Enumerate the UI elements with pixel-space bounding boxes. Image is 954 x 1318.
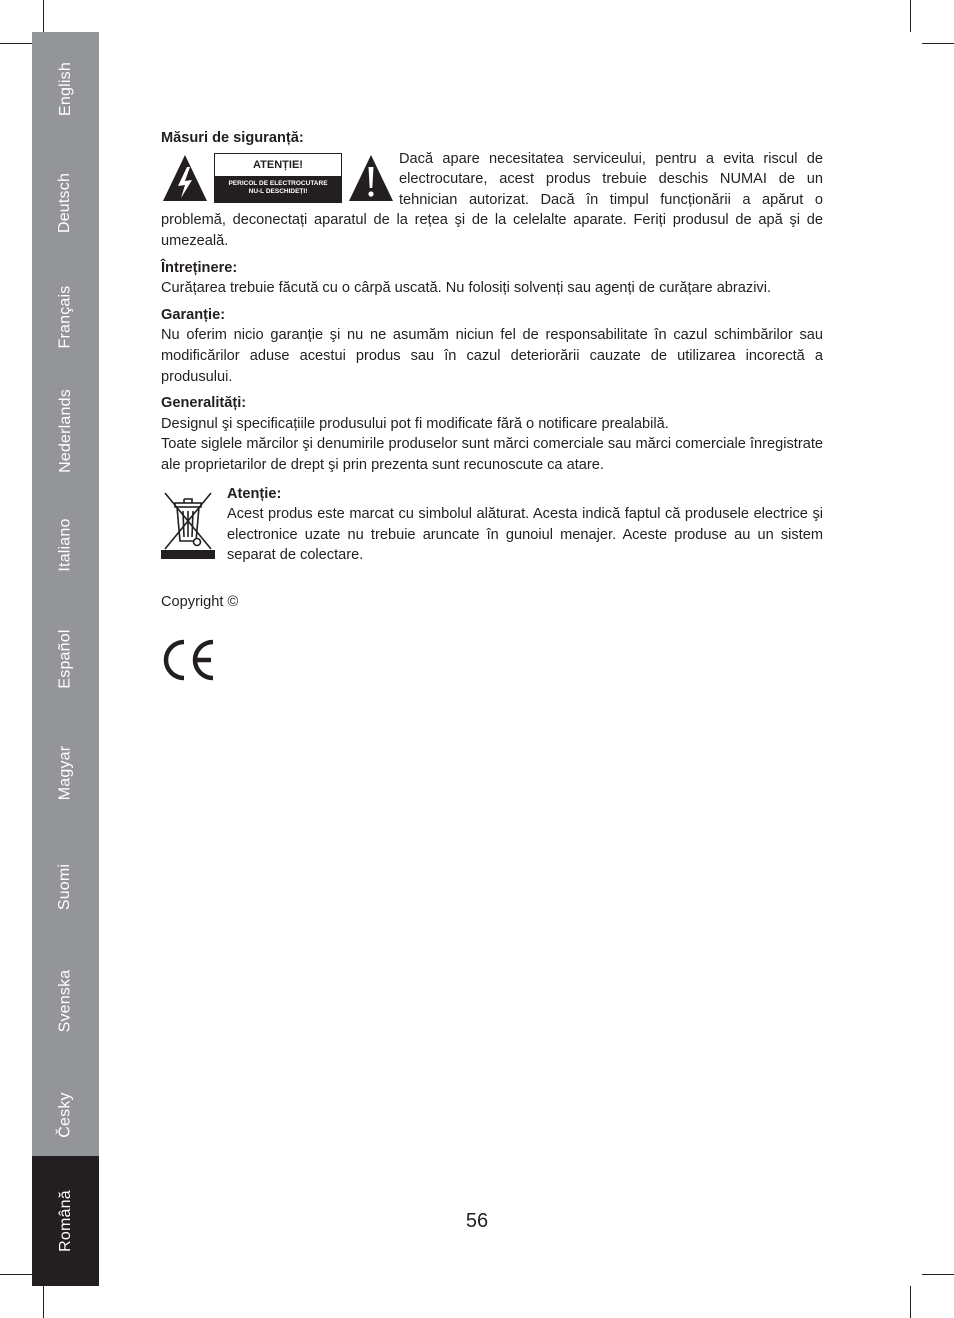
- general-section: [161, 393, 823, 475]
- exclamation-warning-icon: [347, 153, 395, 203]
- caution-label-title: ATENȚIE!: [215, 154, 341, 176]
- language-tab-espanol[interactable]: [32, 602, 99, 716]
- copyright-text: Copyright ©: [161, 593, 239, 610]
- language-tab-magyar[interactable]: [32, 716, 99, 830]
- language-tab-cesky[interactable]: [32, 1058, 99, 1172]
- language-label: Deutsch: [56, 172, 74, 234]
- caution-label-line: PERICOL DE ELECTROCUTARE: [228, 179, 328, 187]
- crop-mark: [43, 0, 44, 32]
- attention-section: [161, 484, 823, 566]
- language-tab-deutsch[interactable]: [32, 146, 99, 260]
- safety-warning-label: [161, 153, 395, 205]
- language-label: Česky: [56, 1092, 74, 1138]
- language-tab-italiano[interactable]: [32, 488, 99, 602]
- language-label: Română: [56, 1190, 74, 1252]
- caution-label-line: NU-L DESCHIDEȚI!: [248, 187, 308, 195]
- crop-mark: [910, 1286, 911, 1318]
- crop-mark: [922, 43, 954, 44]
- section-heading: Generalități:: [161, 395, 247, 412]
- language-tab-nederlands[interactable]: [32, 374, 99, 488]
- language-tab-svenska[interactable]: [32, 944, 99, 1058]
- weee-bar: [161, 550, 215, 559]
- manual-content: [161, 128, 823, 612]
- language-sidebar: [32, 32, 99, 1286]
- safety-text: Dacă apare necesitatea serviceului, pentru a evita riscul de electrocutare, acest produs trebuie deschis NUMAI de un tehnician autorizat. Dacă în timpul funcționării a apărut o problemă, deconectați aparatul de la rețea şi de la celelalte aparate. Feriți produsul de apă şi de umezeală.: [161, 150, 823, 249]
- crop-mark: [0, 1274, 32, 1275]
- language-label: Magyar: [56, 745, 74, 801]
- caution-label-box: [214, 153, 342, 203]
- ce-mark-icon: [161, 638, 217, 682]
- lightning-warning-icon: [161, 153, 209, 203]
- page-number: 56: [465, 1210, 489, 1232]
- maintenance-section: [161, 258, 823, 299]
- language-tab-francais[interactable]: [32, 260, 99, 374]
- crop-mark: [0, 43, 32, 44]
- crossed-bin-icon: [161, 484, 215, 560]
- general-text-line: Designul şi specificațiile produsului pot fi modificate fără o notificare prealabilă.: [161, 415, 669, 432]
- language-label: English: [56, 62, 74, 116]
- crop-mark: [43, 1286, 44, 1318]
- language-label: Français: [56, 285, 74, 349]
- section-heading: Atenție:: [227, 485, 282, 502]
- safety-section: [161, 128, 823, 252]
- crop-mark: [922, 1274, 954, 1275]
- section-heading: Întreținere:: [161, 259, 238, 276]
- language-label: Suomi: [56, 863, 74, 911]
- language-tab-english[interactable]: [32, 32, 99, 146]
- section-heading: Măsuri de siguranță:: [161, 130, 304, 146]
- language-tab-romana[interactable]: [32, 1156, 99, 1286]
- caution-label-text: [215, 176, 341, 202]
- attention-text: Acest produs este marcat cu simbolul alăturat. Acesta indică faptul că produsele electrice şi electronice uzate nu trebuie aruncate în gunoiul menajer. Aceste produse au un sistem separat de colectare.: [227, 506, 823, 564]
- maintenance-text: Curățarea trebuie făcută cu o cârpă uscată. Nu folosiți solvenți sau agenți de curățare abrazivi.: [161, 280, 772, 297]
- section-heading: Garanție:: [161, 306, 226, 323]
- general-text-line: Toate siglele mărcilor şi denumirile produselor sunt mărci comerciale sau mărci comerciale înregistrate ale proprietarilor de drept şi prin prezenta sunt recunoscute ca atare.: [161, 436, 823, 473]
- language-label: Svenska: [56, 969, 74, 1033]
- language-tab-suomi[interactable]: [32, 830, 99, 944]
- warranty-section: [161, 305, 823, 387]
- language-label: Italiano: [56, 518, 74, 572]
- language-label: Español: [56, 629, 74, 689]
- warranty-text: Nu oferim nicio garanție şi nu ne asumăm niciun fel de responsabilitate în cazul schimbărilor sau modificărilor aduse acestui produs sau în cazul deteriorării cauzate de utilizarea incorectă a produsului.: [161, 327, 823, 385]
- crop-mark: [910, 0, 911, 32]
- language-label: Nederlands: [56, 389, 74, 473]
